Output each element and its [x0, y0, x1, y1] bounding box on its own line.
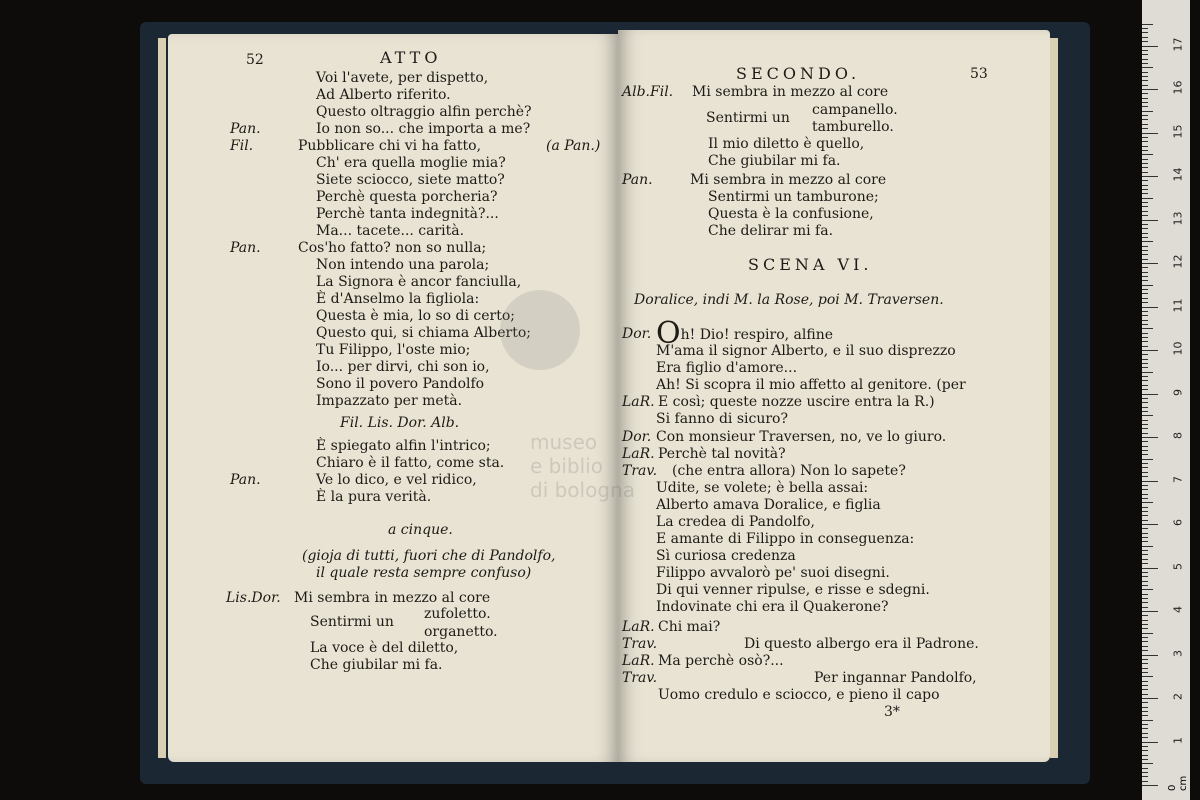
ruler-tick	[1142, 541, 1148, 542]
ruler-number: 9	[1171, 388, 1185, 396]
speaker-label: Pan.	[230, 121, 261, 137]
ruler-tick	[1142, 755, 1148, 756]
ruler-tick	[1142, 32, 1148, 33]
ruler-tick	[1142, 76, 1148, 77]
verse-line: Ad Alberto riferito.	[316, 87, 451, 103]
dialogue-line: M'ama il signor Alberto, e il suo disprezzo	[656, 343, 956, 359]
ruler-tick	[1142, 537, 1148, 538]
ruler-tick	[1142, 428, 1148, 429]
ruler-tick	[1142, 106, 1148, 107]
ruler-tick	[1142, 198, 1153, 199]
ruler-tick	[1142, 759, 1148, 760]
ruler-tick	[1142, 750, 1148, 751]
ruler-tick	[1142, 685, 1148, 686]
ruler-tick	[1142, 681, 1148, 682]
ruler-tick	[1142, 467, 1148, 468]
ruler-tick	[1142, 24, 1153, 25]
speaker-label: LaR.	[622, 394, 655, 410]
dialogue-line: (che entra allora) Non lo sapete?	[672, 463, 906, 479]
verse-line: È d'Anselmo la figliola:	[316, 291, 480, 307]
ruler-tick	[1142, 742, 1158, 743]
verse-line: Siete sciocco, siete matto?	[316, 172, 505, 188]
speaker-label: Dor.	[622, 429, 652, 445]
ruler-tick	[1142, 411, 1148, 412]
ruler-tick	[1142, 776, 1148, 777]
ruler-tick	[1142, 119, 1148, 120]
ruler-tick	[1142, 307, 1158, 308]
ruler-tick	[1142, 711, 1148, 712]
dialogue-line: Indovinate chi era il Quakerone?	[656, 599, 889, 615]
ruler-tick	[1142, 559, 1148, 560]
ruler-tick	[1142, 424, 1148, 425]
speaker-label: Pan.	[230, 472, 261, 488]
ruler-tick	[1142, 376, 1148, 377]
verse-line: La Signora è ancor fanciulla,	[316, 274, 522, 290]
ruler-tick	[1142, 394, 1158, 395]
ruler-tick	[1142, 59, 1148, 60]
ruler-tick	[1142, 346, 1148, 347]
verse-line: zufoletto.	[424, 606, 491, 622]
dialogue-line: Era figlio d'amore...	[656, 360, 798, 376]
ruler-tick	[1142, 46, 1158, 47]
verse-line: Io... per dirvi, chi son io,	[316, 359, 490, 375]
ruler-tick	[1142, 655, 1158, 656]
verse-line: Tu Filippo, l'oste mio;	[316, 342, 471, 358]
ruler-tick	[1142, 37, 1148, 38]
ruler-tick	[1142, 646, 1148, 647]
ruler-tick	[1142, 611, 1158, 612]
ruler-tick	[1142, 472, 1148, 473]
verse-line: È spiegato alfin l'intrico;	[316, 438, 491, 454]
dialogue-line: Filippo avvalorò pe' suoi disegni.	[656, 565, 890, 581]
ruler-tick	[1142, 663, 1148, 664]
verse-line: Voi l'avete, per dispetto,	[316, 70, 489, 86]
page-number-right: 53	[970, 66, 988, 82]
verse-line: Questa è la confusione,	[708, 206, 874, 222]
ruler-tick	[1142, 615, 1148, 616]
page-edge-left	[158, 38, 166, 758]
verse-line: Perchè tanta indegnità?...	[316, 206, 499, 222]
ruler-tick	[1142, 707, 1148, 708]
ruler-tick	[1142, 89, 1158, 90]
ruler-tick	[1142, 437, 1158, 438]
speaker-label: Trav.	[622, 670, 658, 686]
ruler-tick	[1142, 141, 1148, 142]
dialogue-line: Chi mai?	[658, 619, 721, 635]
ruler-tick	[1142, 150, 1148, 151]
ruler-tick	[1142, 498, 1148, 499]
verse-line: Questo oltraggio alfin perchè?	[316, 104, 532, 120]
ruler-tick	[1142, 185, 1148, 186]
ruler-tick	[1142, 672, 1148, 673]
dialogue-line: Udite, se volete; è bella assai:	[656, 480, 869, 496]
verse-line: Sentirmi un	[310, 614, 394, 630]
ruler-number: 10	[1171, 341, 1185, 356]
ruler-number: 7	[1171, 475, 1185, 483]
dialogue-line: Uomo credulo e sciocco, e pieno il capo	[658, 687, 940, 703]
ruler-tick	[1142, 163, 1148, 164]
ruler-tick	[1142, 689, 1148, 690]
stage-direction: (gioja di tutti, fuori che di Pandolfo,	[302, 548, 556, 564]
ruler-tick	[1142, 72, 1148, 73]
ruler-tick	[1142, 263, 1158, 264]
ruler-tick	[1142, 550, 1148, 551]
ruler-tick	[1142, 241, 1153, 242]
ruler-tick	[1142, 450, 1148, 451]
ruler-tick	[1142, 285, 1153, 286]
ruler-tick	[1142, 502, 1153, 503]
ruler-tick	[1142, 93, 1148, 94]
ruler-tick	[1142, 515, 1148, 516]
ruler-number: 13	[1171, 211, 1185, 225]
ruler-tick	[1142, 554, 1148, 555]
ruler-tick	[1142, 233, 1148, 234]
drop-cap: O	[656, 316, 681, 351]
ruler-tick	[1142, 620, 1148, 621]
ruler-tick	[1142, 172, 1148, 173]
ruler-tick	[1142, 154, 1153, 155]
dialogue-line: E così; queste nozze uscire entra la R.)	[658, 394, 935, 410]
verse-line: Che giubilar mi fa.	[708, 153, 841, 169]
dialogue-line: Alberto amava Doralice, e figlia	[656, 497, 881, 513]
speaker-label: LaR.	[622, 446, 655, 462]
ruler-tick	[1142, 520, 1148, 521]
ruler-tick	[1142, 533, 1148, 534]
ruler-tick	[1142, 350, 1158, 351]
verse-line: È la pura verità.	[316, 489, 432, 505]
ruler-tick	[1142, 63, 1148, 64]
speaker-label: Trav.	[622, 463, 658, 479]
ruler-tick	[1142, 311, 1148, 312]
ruler-tick	[1142, 324, 1148, 325]
ruler-tick	[1142, 259, 1148, 260]
dialogue-line: Di qui venner ripulse, e risse e sdegni.	[656, 582, 930, 598]
ruler-number: 16	[1171, 80, 1185, 95]
ruler-tick	[1142, 737, 1148, 738]
ruler-tick	[1142, 254, 1148, 255]
speaker-label: Pan.	[230, 240, 261, 256]
ruler-tick	[1142, 67, 1153, 68]
ruler-tick	[1142, 476, 1148, 477]
verse-line: Io non so... che importa a me?	[316, 121, 531, 137]
ruler-tick	[1142, 624, 1148, 625]
verse-line: Che giubilar mi fa.	[310, 657, 443, 673]
ruler-tick	[1142, 628, 1148, 629]
ruler-tick	[1142, 415, 1153, 416]
ruler-tick	[1142, 50, 1148, 51]
ruler-tick	[1142, 694, 1148, 695]
ruler-tick	[1142, 485, 1148, 486]
ruler-number: 17	[1171, 37, 1185, 51]
ruler-tick	[1142, 337, 1148, 338]
dialogue-line: Con monsieur Traversen, no, ve lo giuro.	[656, 429, 947, 445]
verse-line: campanello.	[812, 102, 898, 118]
ruler-tick	[1142, 333, 1148, 334]
ruler-tick	[1142, 546, 1153, 547]
ruler-tick	[1142, 528, 1148, 529]
ruler-tick	[1142, 633, 1153, 634]
stage-direction: il quale resta sempre confuso)	[316, 565, 532, 581]
verse-line: Chiaro è il fatto, come sta.	[316, 455, 505, 471]
ruler-number: 8	[1171, 432, 1185, 439]
ruler-tick	[1142, 781, 1148, 782]
ruler-tick	[1142, 733, 1148, 734]
dialogue-line: Ma perchè osò?...	[658, 653, 784, 669]
ruler-tick	[1142, 724, 1148, 725]
ruler-tick	[1142, 102, 1148, 103]
dialogue-line: Per ingannar Pandolfo,	[814, 670, 977, 686]
speaker-label: LaR.	[622, 619, 655, 635]
speaker-label: Alb.Fil.	[622, 84, 674, 100]
ruler-tick	[1142, 128, 1148, 129]
ruler-tick	[1142, 289, 1148, 290]
dialogue-line: Si fanno di sicuro?	[656, 411, 788, 427]
ruler-tick	[1142, 189, 1148, 190]
verse-line: Ch' era quella moglie mia?	[316, 155, 506, 171]
ruler-tick	[1142, 206, 1148, 207]
verse-line: Sono il povero Pandolfo	[316, 376, 485, 392]
ruler-tick	[1142, 463, 1148, 464]
verse-line: Questa è mia, lo so di certo;	[316, 308, 516, 324]
verse-line: tamburello.	[812, 119, 894, 135]
verse-line: Mi sembra in mezzo al core	[692, 84, 889, 100]
ruler-tick	[1142, 111, 1153, 112]
ruler-tick	[1142, 728, 1148, 729]
ruler-tick	[1142, 354, 1148, 355]
running-head-left: ATTO	[380, 48, 442, 67]
ruler-number: 1	[1171, 736, 1185, 744]
verse-line: Pubblicare chi vi ha fatto,	[298, 138, 482, 154]
ruler-tick	[1142, 320, 1148, 321]
ruler-tick	[1142, 389, 1148, 390]
dialogue-line: La credea di Pandolfo,	[656, 514, 815, 530]
measuring-ruler	[1142, 0, 1190, 800]
ruler-tick	[1142, 176, 1158, 177]
running-head-right: SECONDO.	[736, 64, 861, 83]
ruler-unit-label: 0 cm	[1167, 775, 1189, 791]
verse-line: Il mio diletto è quello,	[708, 136, 865, 152]
ruler-tick	[1142, 167, 1148, 168]
ruler-tick	[1142, 454, 1148, 455]
ruler-tick	[1142, 659, 1148, 660]
ruler-tick	[1142, 328, 1153, 329]
ruler-tick	[1142, 137, 1148, 138]
ruler-tick	[1142, 676, 1153, 677]
verse-line: Sentirmi un	[706, 110, 790, 126]
ruler-tick	[1142, 54, 1148, 55]
verse-line: Perchè questa porcheria?	[316, 189, 498, 205]
signature-mark: 3*	[884, 704, 900, 720]
verse-line: Cos'ho fatto? non so nulla;	[298, 240, 487, 256]
dialogue-line: E amante di Filippo in conseguenza:	[656, 531, 915, 547]
watermark-line: e biblio	[530, 454, 603, 478]
page-edge-right	[1050, 38, 1058, 758]
dialogue-line: Ah! Si scopra il mio affetto al genitore. (per	[656, 377, 966, 393]
ruler-tick	[1142, 746, 1148, 747]
ruler-tick	[1142, 159, 1148, 160]
verse-line: La voce è del diletto,	[310, 640, 459, 656]
ruler-tick	[1142, 237, 1148, 238]
ruler-tick	[1142, 598, 1148, 599]
ruler-number: 6	[1171, 519, 1185, 526]
ruler-tick	[1142, 702, 1148, 703]
ruler-tick	[1142, 363, 1148, 364]
speaker-label: Dor.	[622, 326, 652, 342]
ruler-tick	[1142, 124, 1148, 125]
ruler-tick	[1142, 215, 1148, 216]
ruler-tick	[1142, 180, 1148, 181]
ruler-tick	[1142, 763, 1153, 764]
scene-title: SCENA VI.	[748, 255, 873, 274]
scene-cast: Doralice, indi M. la Rose, poi M. Traversen.	[634, 292, 944, 308]
ruler-tick	[1142, 385, 1148, 386]
ruler-tick	[1142, 133, 1158, 134]
ruler-tick	[1142, 585, 1148, 586]
ruler-tick	[1142, 341, 1148, 342]
ruler-tick	[1142, 28, 1148, 29]
ruler-tick	[1142, 272, 1148, 273]
speaker-label: Pan.	[622, 172, 653, 188]
ruler-number: 14	[1171, 167, 1185, 182]
dialogue-line: Sì curiosa credenza	[656, 548, 796, 564]
dialogue-text: h! Dio! respiro, alfine	[680, 327, 833, 343]
verse-line: organetto.	[424, 624, 498, 640]
ruler-tick	[1142, 211, 1148, 212]
ruler-number: 15	[1171, 124, 1185, 138]
verse-line: Sentirmi un tamburone;	[708, 189, 879, 205]
ruler-tick	[1142, 524, 1158, 525]
ruler-tick	[1142, 511, 1148, 512]
ruler-tick	[1142, 41, 1148, 42]
ruler-tick	[1142, 293, 1148, 294]
ruler-tick	[1142, 193, 1148, 194]
ruler-tick	[1142, 402, 1148, 403]
ruler-tick	[1142, 568, 1158, 569]
ruler-tick	[1142, 507, 1148, 508]
ruler-tick	[1142, 276, 1148, 277]
ruler-tick	[1142, 115, 1148, 116]
ruler-number: 11	[1171, 298, 1185, 312]
verse-line: Non intendo una parola;	[316, 257, 490, 273]
ruler-tick	[1142, 581, 1148, 582]
ruler-tick	[1142, 446, 1148, 447]
ruler-tick	[1142, 459, 1153, 460]
ruler-tick	[1142, 698, 1158, 699]
ruler-tick	[1142, 563, 1148, 564]
ruler-tick	[1142, 481, 1158, 482]
ruler-tick	[1142, 720, 1153, 721]
ruler-tick	[1142, 380, 1148, 381]
ruler-number: 4	[1171, 606, 1185, 613]
ruler-number: 12	[1171, 254, 1185, 269]
watermark-line: museo	[530, 430, 598, 454]
ruler-tick	[1142, 224, 1148, 225]
ruler-tick	[1142, 602, 1148, 603]
stage-aside: (a Pan.)	[546, 138, 601, 154]
ruler-number: 2	[1171, 693, 1185, 700]
ruler-tick	[1142, 220, 1158, 221]
ruler-tick	[1142, 441, 1148, 442]
verse-line: Impazzato per metà.	[316, 393, 463, 409]
ruler-tick	[1142, 85, 1148, 86]
ruler-tick	[1142, 202, 1148, 203]
ruler-tick	[1142, 146, 1148, 147]
ruler-tick	[1142, 398, 1148, 399]
ruler-tick	[1142, 267, 1148, 268]
ruler-tick	[1142, 315, 1148, 316]
ruler-tick	[1142, 80, 1148, 81]
watermark-logo	[500, 290, 580, 370]
ruler-tick	[1142, 668, 1148, 669]
ruler-tick	[1142, 298, 1148, 299]
speaker-label: Lis.Dor.	[226, 590, 281, 606]
ruler-tick	[1142, 589, 1153, 590]
verse-line: Mi sembra in mezzo al core	[690, 172, 887, 188]
verse-line: Ve lo dico, e vel ridico,	[316, 472, 477, 488]
ruler-tick	[1142, 302, 1148, 303]
ruler-tick	[1142, 280, 1148, 281]
museum-watermark	[500, 290, 690, 520]
ruler-tick	[1142, 246, 1148, 247]
ensemble-heading: Fil. Lis. Dor. Alb.	[340, 415, 460, 431]
dialogue-line: Di questo albergo era il Padrone.	[744, 636, 979, 652]
ruler-tick	[1142, 407, 1148, 408]
verse-line: Ma... tacete... carità.	[316, 223, 465, 239]
ruler-tick	[1142, 228, 1148, 229]
ruler-number: 3	[1171, 649, 1185, 657]
page-number-left: 52	[246, 52, 264, 68]
ruler-tick	[1142, 576, 1148, 577]
ruler-tick	[1142, 641, 1148, 642]
ruler-tick	[1142, 768, 1148, 769]
speaker-label: Trav.	[622, 636, 658, 652]
verse-line: Mi sembra in mezzo al core	[294, 590, 491, 606]
ruler-tick	[1142, 489, 1148, 490]
ruler-tick	[1142, 772, 1148, 773]
ruler-tick	[1142, 785, 1158, 786]
verse-line: Che delirar mi fa.	[708, 223, 834, 239]
ruler-tick	[1142, 637, 1148, 638]
ruler-tick	[1142, 250, 1148, 251]
ruler-tick	[1142, 607, 1148, 608]
ruler-tick	[1142, 420, 1148, 421]
speaker-label: Fil.	[230, 138, 254, 154]
ruler-tick	[1142, 433, 1148, 434]
ruler-tick	[1142, 650, 1148, 651]
ruler-tick	[1142, 594, 1148, 595]
speaker-label: LaR.	[622, 653, 655, 669]
ensemble-heading: a cinque.	[388, 522, 453, 538]
watermark-line: di bologna	[530, 478, 635, 502]
ruler-tick	[1142, 572, 1148, 573]
verse-line: Questo qui, si chiama Alberto;	[316, 325, 531, 341]
ruler-number: 5	[1171, 562, 1185, 570]
ruler-tick	[1142, 359, 1148, 360]
ruler-tick	[1142, 98, 1148, 99]
ruler-tick	[1142, 494, 1148, 495]
ruler-tick	[1142, 715, 1148, 716]
dialogue-line: Perchè tal novità?	[658, 446, 786, 462]
ruler-tick	[1142, 372, 1153, 373]
ruler-tick	[1142, 367, 1148, 368]
